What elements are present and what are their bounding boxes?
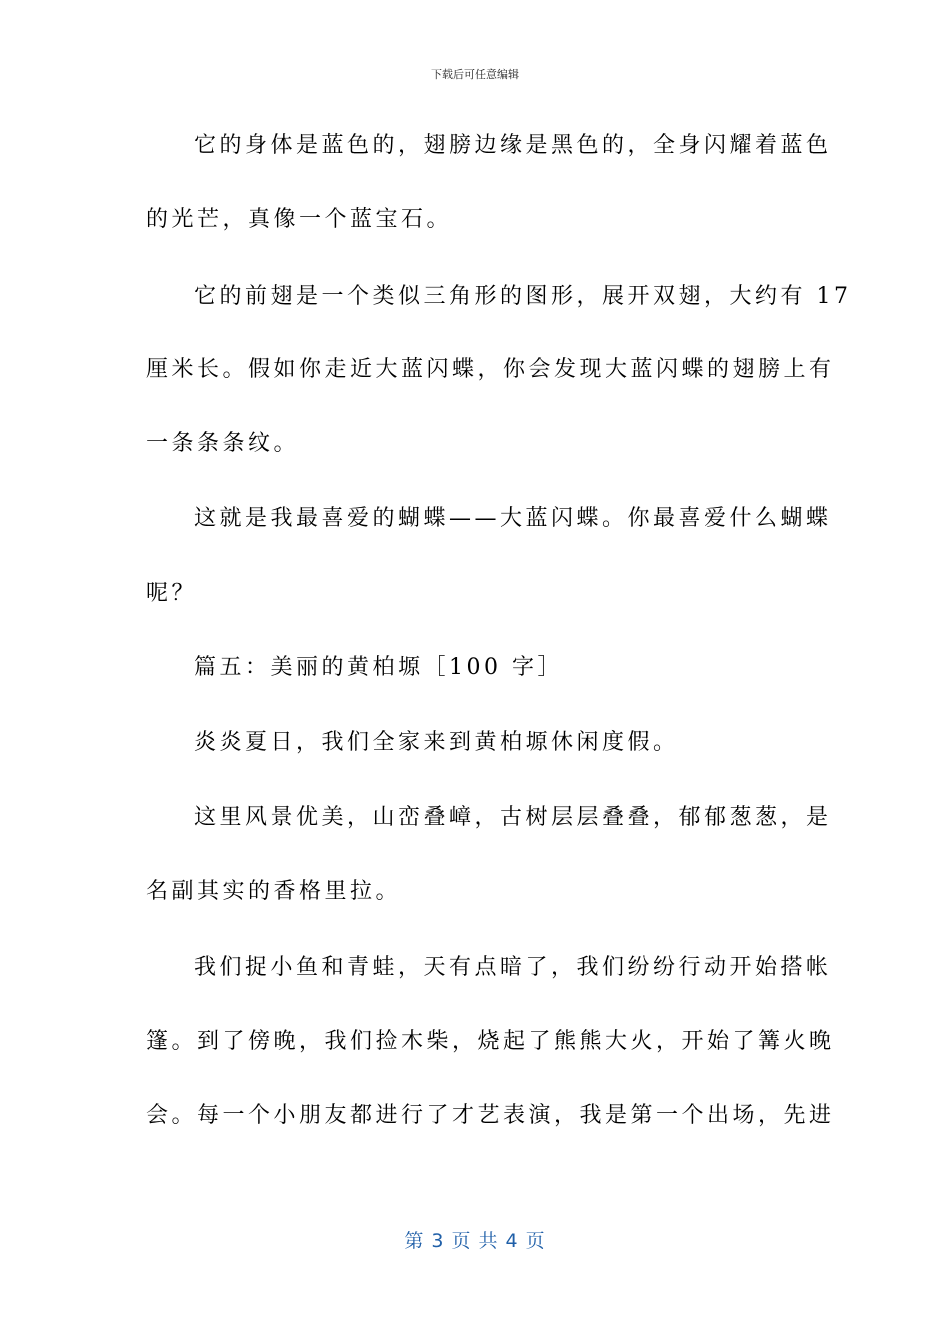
body-line-10: 这里风景优美，山峦叠嶂，古树层层叠叠，郁郁葱葱，是 <box>194 805 832 830</box>
body-line-13: 篷。到了傍晚，我们捡木柴，烧起了熊熊大火，开始了篝火晚 <box>146 1029 835 1054</box>
body-line-6: 这就是我最喜爱的蝴蝶——大蓝闪蝶。你最喜爱什么蝴蝶 <box>194 506 832 531</box>
body-line-7: 呢？ <box>146 581 198 606</box>
section-heading: 篇五：美丽的黄柏塬［100 字］ <box>194 655 563 680</box>
page-number-footer: 第 3 页 共 4 页 <box>404 1230 546 1252</box>
body-line-5: 一条条条纹。 <box>146 431 300 456</box>
body-line-3: 它的前翅是一个类似三角形的图形，展开双翅，大约有 17 <box>194 284 852 309</box>
body-line-12: 我们捉小鱼和青蛙，天有点暗了，我们纷纷行动开始搭帐 <box>194 955 832 980</box>
body-line-11: 名副其实的香格里拉。 <box>146 879 402 904</box>
body-line-2: 的光芒，真像一个蓝宝石。 <box>146 207 453 232</box>
body-line-1: 它的身体是蓝色的，翅膀边缘是黑色的，全身闪耀着蓝色 <box>194 133 832 158</box>
header-note: 下载后可任意编辑 <box>431 68 519 81</box>
body-line-4: 厘米长。假如你走近大蓝闪蝶，你会发现大蓝闪蝶的翅膀上有 <box>146 357 835 382</box>
body-line-9: 炎炎夏日，我们全家来到黄柏塬休闲度假。 <box>194 730 679 755</box>
body-line-14: 会。每一个小朋友都进行了才艺表演，我是第一个出场，先进 <box>146 1103 835 1128</box>
